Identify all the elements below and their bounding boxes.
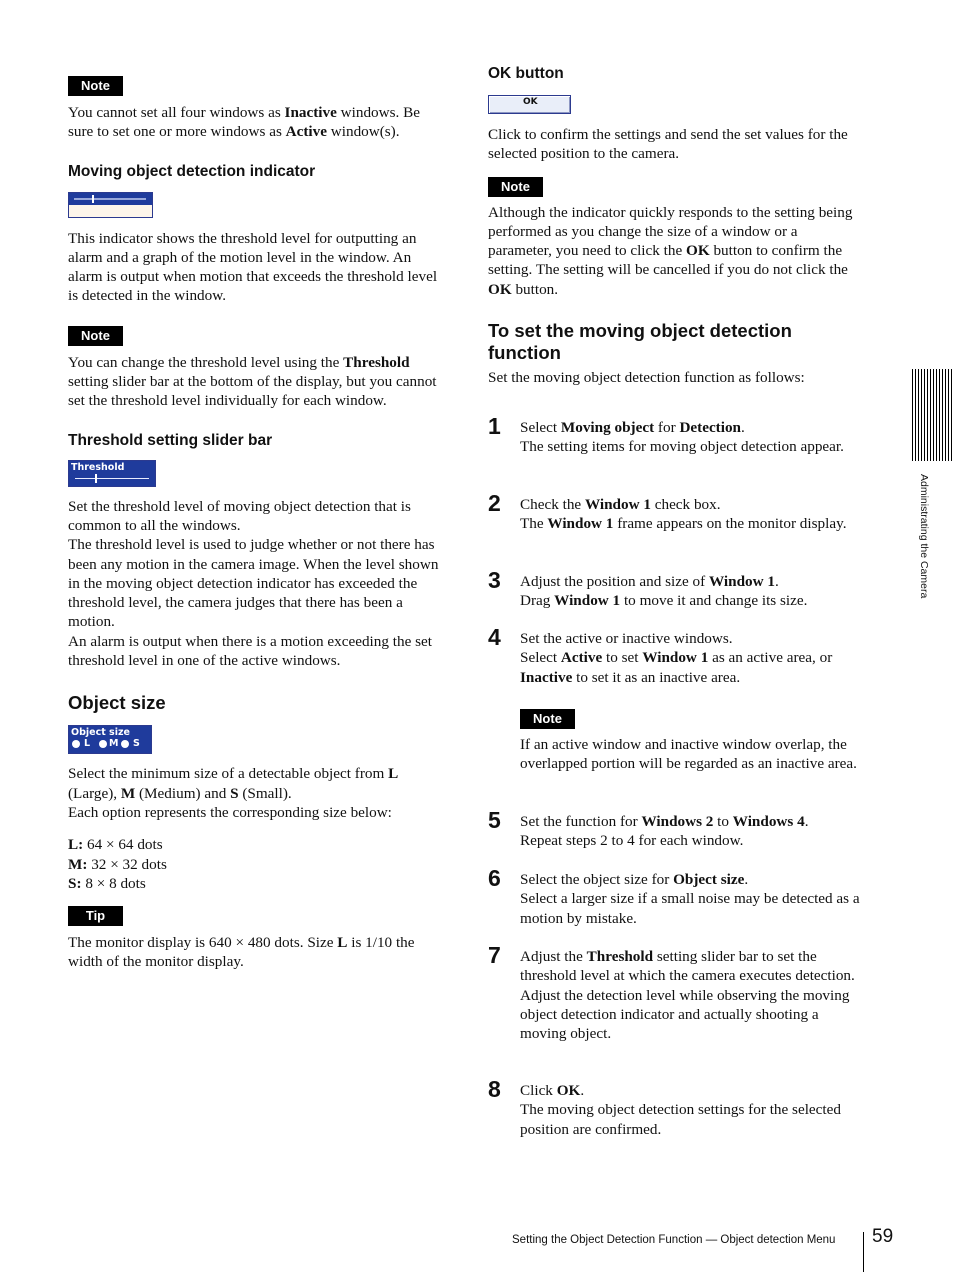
step-text: Set the active or inactive windows. Select Active to set Window 1 as an active area, or Inactive to set it as an inactive area.	[520, 630, 833, 686]
ok-button[interactable]	[488, 95, 571, 114]
object-size-widget-label: Object size	[71, 727, 130, 739]
radio-M-label: M	[109, 738, 119, 750]
note-text: If an active window and inactive window overlap, the overlapped portion will be regarded as an inactive area.	[520, 736, 857, 773]
detection-indicator-widget	[68, 192, 154, 219]
step-text: Select the object size for Object size. Select a larger size if a small noise may be detected as a motion by mistake.	[520, 871, 860, 927]
indicator-heading: Moving object detection indicator	[68, 162, 316, 180]
step-text: Set the function for Windows 2 to Windows 4. Repeat steps 2 to 4 for each window.	[520, 813, 809, 850]
indicator-text: This indicator shows the threshold level for outputting an alarm and a graph of the motion level in the window. An alarm is output when motion that exceeds the threshold level is detected in the window.	[68, 229, 438, 305]
object-size-heading: Object size	[68, 692, 166, 714]
step-number: 6	[488, 865, 501, 891]
step-text: Select Moving object for Detection. The setting items for moving object detection appear.	[520, 419, 844, 456]
right-column	[488, 65, 864, 387]
step-number: 4	[488, 624, 501, 650]
size-list: L: 64 × 64 dots M: 32 × 32 dots S: 8 × 8 dots	[68, 836, 167, 892]
step-number: 7	[488, 942, 501, 968]
note-text: You cannot set all four windows as Inactive windows. Be sure to set one or more windows as Active window(s).	[68, 104, 420, 141]
step-number: 3	[488, 567, 501, 593]
step-text: Check the Window 1 check box. The Window 1 frame appears on the monitor display.	[520, 496, 847, 533]
footer-divider	[863, 1232, 864, 1272]
note-badge: Note	[520, 709, 575, 729]
radio-S-label: S	[133, 738, 140, 750]
note-text: You can change the threshold level using the Threshold setting slider bar at the bottom of the display, but you cannot set the threshold level individually for each window.	[68, 353, 437, 410]
slider-heading: Threshold setting slider bar	[68, 431, 273, 449]
step-text: Adjust the position and size of Window 1. Drag Window 1 to move it and change its size.	[520, 573, 808, 610]
note-badge: Note	[68, 326, 123, 346]
radio-M[interactable]	[99, 740, 107, 748]
radio-S[interactable]	[121, 740, 129, 748]
note-badge: Note	[68, 76, 123, 96]
step-text: Click OK. The moving object detection settings for the selected position are confirmed.	[520, 1082, 841, 1138]
tip-badge: Tip	[68, 906, 123, 926]
ok-button-label: OK	[523, 97, 538, 107]
object-size-widget	[68, 725, 152, 754]
radio-L[interactable]	[72, 740, 80, 748]
slider-text: Set the threshold level of moving object detection that is common to all the windows. The threshold level is used to judge whether or not there has been any motion in the camera image. When the level shown in the moving object detection indicator has exceeded the threshold level, the camera judges that there has been a motion. An alarm is output when there is a motion exceeding the set threshold level in one of the active windows.	[68, 497, 439, 670]
left-column	[68, 76, 442, 972]
slider-handle[interactable]	[95, 474, 97, 483]
ok-text: Click to confirm the settings and send the set values for the selected position to the camera.	[488, 126, 848, 163]
object-size-text: Select the minimum size of a detectable object from L (Large), M (Medium) and S (Small). Each option represents the corresponding size below:	[68, 765, 399, 821]
threshold-slider-widget[interactable]	[68, 460, 156, 487]
side-tab-label: Administrating the Camera	[918, 474, 930, 599]
slider-track	[75, 478, 149, 479]
page-number: 59	[872, 1226, 894, 1247]
step-number: 5	[488, 807, 501, 833]
footer-text: Setting the Object Detection Function — Object detection Menu	[512, 1234, 836, 1246]
radio-L-label: L	[84, 738, 91, 750]
note-text: Although the indicator quickly responds to the setting being performed as you change the size of a window or a parameter, you need to click the OK button to confirm the setting. The setting will be cancelled if you do not click the OK button.	[488, 203, 853, 298]
step-text: Adjust the Threshold setting slider bar to set the threshold level at which the camera executes detection. Adjust the detection level while observing the moving object detection indicator and actually shooting a moving object.	[520, 948, 855, 1043]
ok-heading: OK button	[488, 65, 564, 82]
step-number: 8	[488, 1076, 501, 1102]
threshold-widget-label: Threshold	[71, 461, 125, 473]
note-badge: Note	[488, 177, 543, 197]
tip-text: The monitor display is 640 × 480 dots. Size L is 1/10 the width of the monitor display.	[68, 934, 415, 971]
step-number: 1	[488, 413, 501, 439]
side-tab-stripes	[912, 369, 954, 461]
step-number: 2	[488, 490, 501, 516]
procedure-heading: To set the moving object detection function	[488, 320, 792, 364]
procedure-intro: Set the moving object detection function as follows:	[488, 369, 805, 387]
